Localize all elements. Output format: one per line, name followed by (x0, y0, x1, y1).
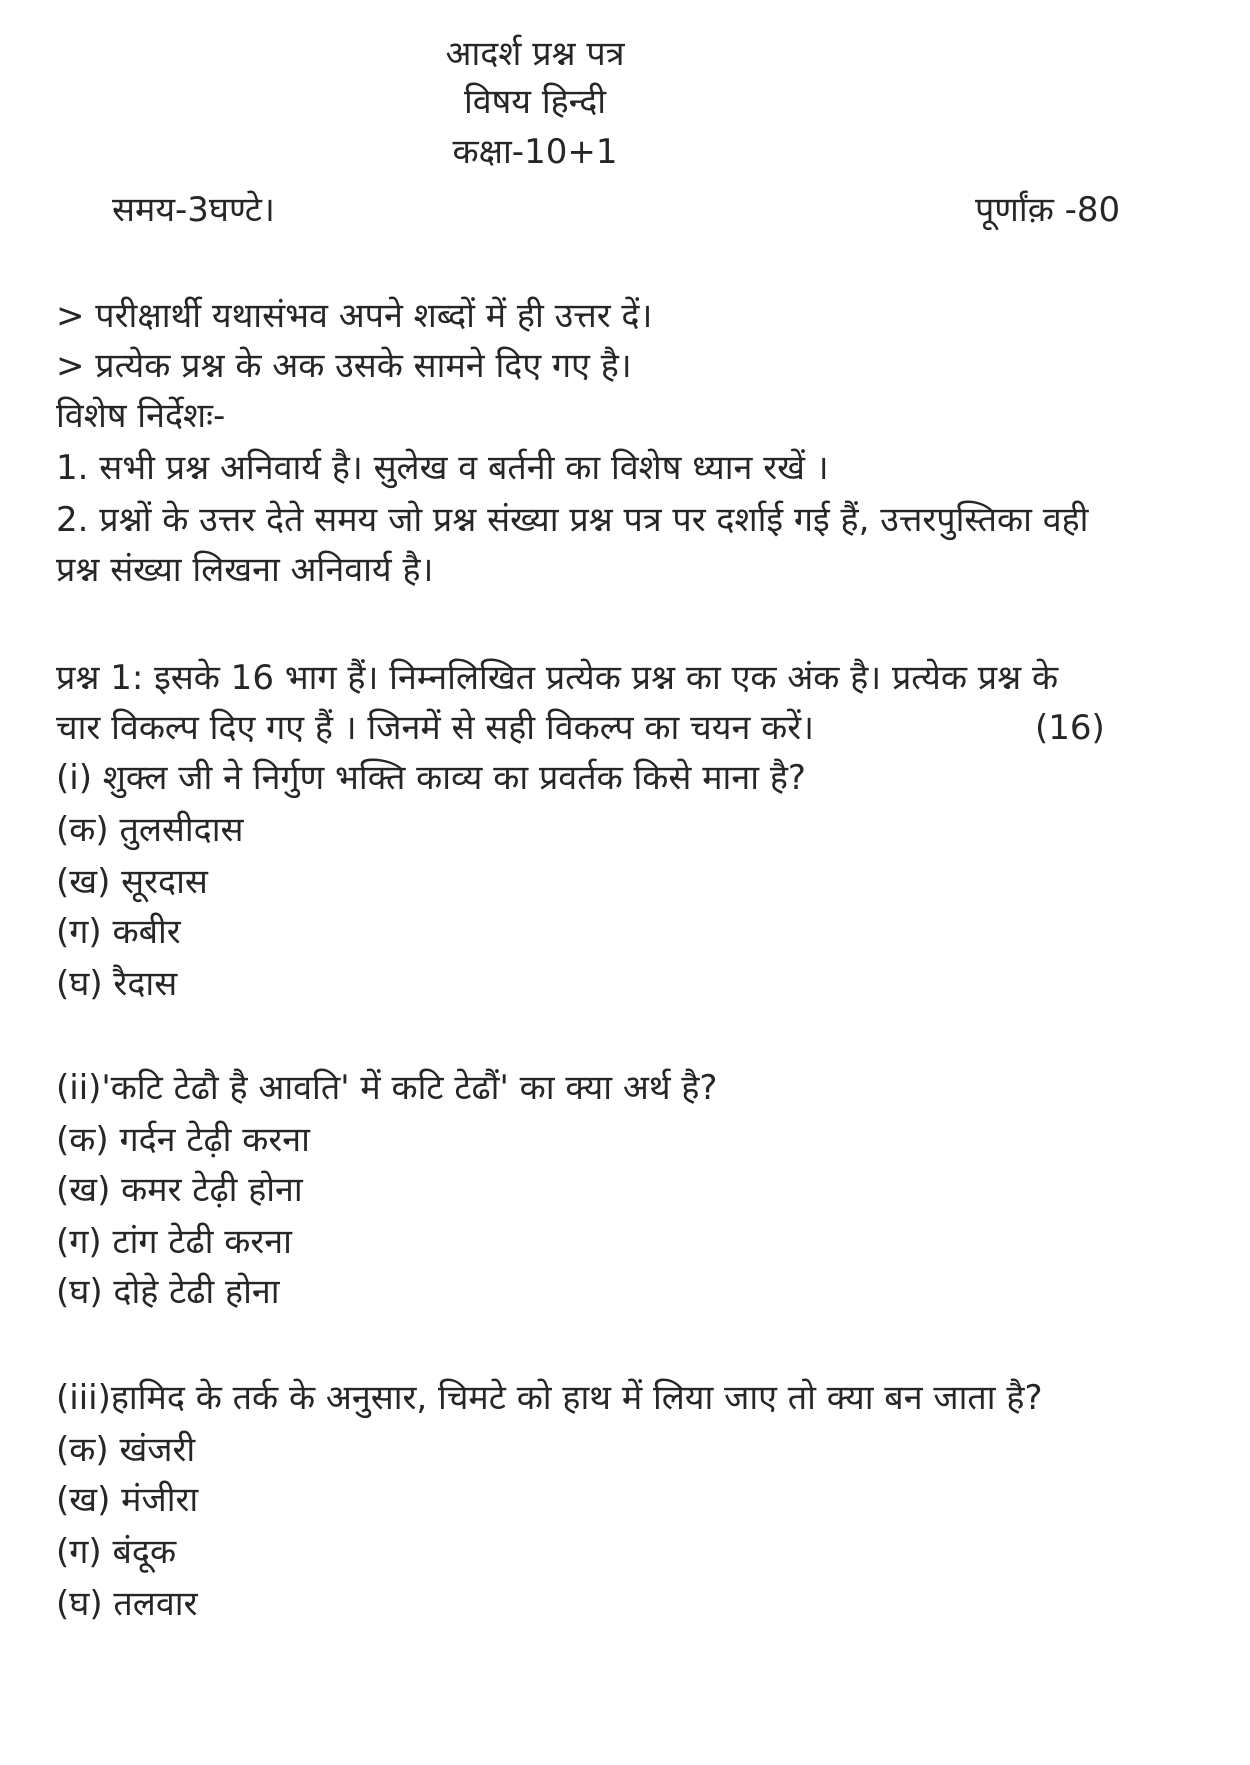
answer-option: (ग) बंदूक (56, 1532, 177, 1572)
instruction-line: > प्रत्येक प्रश्न के अक उसके सामने दिए गए है। (56, 346, 632, 386)
question-marks: (16) (1035, 708, 1105, 748)
answer-option: (ख) कमर टेढ़ी होना (56, 1170, 303, 1210)
special-instruction-line: प्रश्न संख्या लिखना अनिवार्य है। (56, 550, 434, 590)
total-marks: पूर्णांक़ -80 (975, 190, 1121, 230)
special-instructions-heading: विशेष निर्देशः- (56, 396, 226, 436)
class-line: कक्षा-10+1 (452, 132, 618, 172)
answer-option: (घ) रैदास (56, 964, 178, 1004)
question-intro-line: प्रश्न 1: इसके 16 भाग हैं। निम्नलिखित प्रत्येक प्रश्न का एक अंक है। प्रत्येक प्रश्न के (56, 658, 1059, 698)
answer-option: (घ) दोहे टेढी होना (56, 1272, 280, 1312)
time-line: समय-3घण्टे। (112, 190, 275, 230)
special-instruction-line: 2. प्रश्नों के उत्तर देते समय जो प्रश्न संख्या प्रश्न पत्र पर दर्शाई गई हैं, उत्तरपुस्तिका वही (56, 500, 1089, 540)
question-intro-line: चार विकल्प दिए गए हैं । जिनमें से सही विकल्प का चयन करें। (56, 708, 815, 748)
sub-question: (iii)हामिद के तर्क के अनुसार, चिमटे को हाथ में लिया जाए तो क्या बन जाता है? (56, 1378, 1043, 1418)
answer-option: (घ) तलवार (56, 1584, 198, 1624)
answer-option: (ग) टांग टेढी करना (56, 1222, 292, 1262)
subject-line: विषय हिन्दी (463, 82, 607, 122)
answer-option: (क) गर्दन टेढ़ी करना (56, 1120, 310, 1160)
sub-question: (ii)'कटि टेढौ है आवति' में कटि टेढौं' का क्या अर्थ है? (56, 1068, 718, 1108)
special-instruction-line: 1. सभी प्रश्न अनिवार्य है। सुलेख व बर्तनी का विशेष ध्यान रखें । (56, 448, 829, 488)
answer-option: (ख) सूरदास (56, 862, 208, 902)
paper-title: आदर्श प्रश्न पत्र (445, 34, 625, 74)
answer-option: (ख) मंजीरा (56, 1480, 199, 1520)
sub-question: (i) शुक्ल जी ने निर्गुण भक्ति काव्य का प्रवर्तक किसे माना है? (56, 758, 806, 798)
answer-option: (क) तुलसीदास (56, 810, 244, 850)
answer-option: (ग) कबीर (56, 912, 181, 952)
answer-option: (क) खंजरी (56, 1430, 196, 1470)
instruction-line: > परीक्षार्थी यथासंभव अपने शब्दों में ही उत्तर दें। (56, 296, 653, 336)
